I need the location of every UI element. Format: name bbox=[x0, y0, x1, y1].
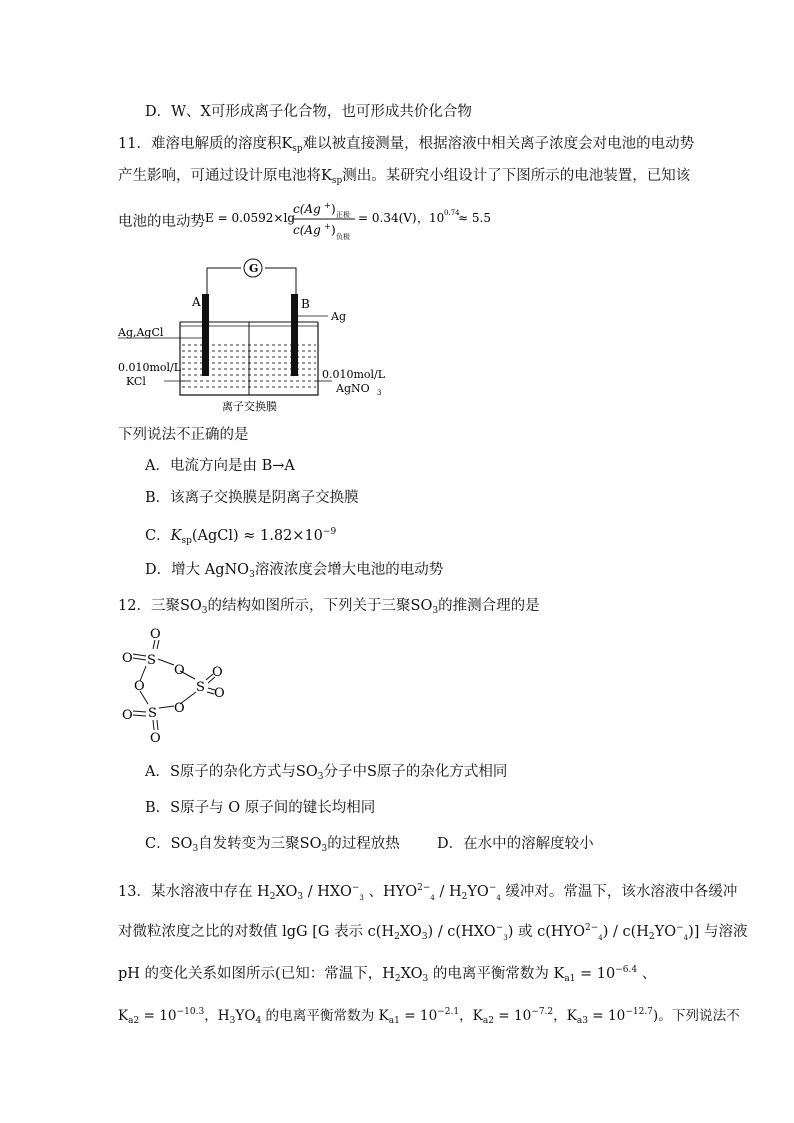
svg-text:): ) bbox=[331, 223, 336, 237]
q11-option-c[interactable]: C．$K_{sp}(AgCl) \approx 1.82\times 10^{-9}$ bbox=[145, 527, 337, 546]
atom-o-6: O bbox=[134, 679, 145, 694]
atom-s-2: S bbox=[196, 680, 205, 695]
membrane-label: 离子交换膜 bbox=[222, 400, 277, 413]
formula-den-sub: 负极 bbox=[336, 233, 350, 241]
formula-aux: ，10 bbox=[417, 211, 445, 225]
atom-o-9: O bbox=[150, 731, 161, 746]
atom-s-1: S bbox=[147, 653, 156, 668]
formula-num-sub: 正极 bbox=[336, 211, 350, 219]
q11-option-d[interactable]: D．增大 AgNO$_3$溶液浓度会增大电池的电动势 bbox=[145, 562, 444, 580]
q13-line1: 13．某水溶液中存在 $H_2XO_3 / HXO^-_3$ 、$HYO^{2-}_4 / H_2YO^-_4$ 缓冲对。常温下，该水溶液中各缓冲 bbox=[118, 883, 738, 902]
q11-option-a[interactable]: A．电流方向是由 B→A bbox=[145, 458, 295, 474]
q10-option-d: D．W、X可形成离子化合物，也可形成共价化合物 bbox=[145, 104, 472, 120]
q12-option-a[interactable]: A．S原子的杂化方式与$SO_3$分子中S原子的杂化方式相同 bbox=[145, 764, 508, 782]
atom-o-7: O bbox=[174, 701, 185, 716]
q11-stem-line1: 11．难溶电解质的溶度积$K_{sp}$难以被直接测量，根据溶液中相关离子浓度会对电池的电动势 bbox=[118, 136, 695, 154]
atom-o-2: O bbox=[150, 627, 161, 642]
formula-aux-rhs: ≈ 5.5 bbox=[458, 211, 491, 225]
atom-o-1: O bbox=[122, 651, 133, 666]
q12-option-b[interactable]: B．S原子与 O 原子间的键长均相同 bbox=[145, 800, 376, 816]
atom-s-3: S bbox=[148, 706, 157, 721]
right-conc-label: 0.010mol/L bbox=[322, 368, 386, 381]
formula-rhs: = 0.34(V) bbox=[358, 211, 417, 225]
q12-option-d[interactable]: D．在水中的溶解度较小 bbox=[437, 836, 594, 852]
q12-option-c[interactable]: C．$SO_3$自发转变为三聚$SO_3$的过程放热 bbox=[145, 836, 400, 854]
galvanometer-label: G bbox=[249, 262, 259, 275]
formula-lhs: E = 0.0592×lg bbox=[205, 211, 296, 225]
left-electrode-label: Ag,AgCl bbox=[118, 326, 164, 339]
formula-aux-sup: 0.74 bbox=[444, 209, 460, 217]
right-solution-label: AgNO bbox=[336, 382, 370, 395]
right-electrode-label: Ag bbox=[331, 310, 346, 323]
atom-o-3: O bbox=[174, 663, 185, 678]
wire-left bbox=[207, 268, 241, 302]
right-solution-sub: 3 bbox=[377, 389, 382, 397]
electrode-b bbox=[291, 294, 298, 376]
svg-text:): ) bbox=[331, 202, 336, 216]
so3-trimer-structure bbox=[112, 627, 242, 747]
left-solution-label: KCl bbox=[126, 375, 146, 388]
q11-stem-line2: 产生影响，可通过设计原电池将$K_{sp}$测出。某研究小组设计了下图所示的电池装置，已知该 bbox=[118, 168, 691, 186]
q11-question: 下列说法不正确的是 bbox=[118, 427, 249, 443]
wire-right bbox=[265, 268, 296, 294]
battery-diagram bbox=[118, 254, 386, 414]
atom-o-5: O bbox=[214, 686, 225, 701]
formula-den-plus: + bbox=[324, 222, 331, 231]
formula-num-plus: + bbox=[324, 201, 331, 210]
q13-line3: pH 的变化关系如图所示(已知：常温下，$H_2XO_3$ 的电离平衡常数为 $K_{a1} = 10^{-6.4}$ 、 bbox=[118, 965, 657, 984]
electrode-a-label: A bbox=[192, 295, 201, 309]
electrode-b-label: B bbox=[301, 297, 310, 311]
formula-numerator: c(Ag bbox=[293, 202, 321, 216]
q11-option-b[interactable]: B．该离子交换膜是阴离子交换膜 bbox=[145, 490, 359, 506]
q13-line4: $K_{a2} = 10^{-10.3}$，$H_3YO_4$ 的电离平衡常数为 $K_{a1} = 10^{-2.1}$，$K_{a2} = 10^{-7.2}$，$K_{a3} = 10^{-12.7}$)。下列说法不 bbox=[118, 1007, 740, 1026]
q11-stem-line3: 电池的电动势 bbox=[118, 214, 205, 230]
formula-denominator: c(Ag bbox=[293, 223, 321, 237]
q12-stem: 12．三聚$SO_3$的结构如图所示，下列关于三聚$SO_3$的推测合理的是 bbox=[118, 598, 540, 616]
q13-line2: 对微粒浓度之比的对数值 lgG [G 表示 $c(H_2XO_3) / c(HXO^-_3)$ 或 $c(HYO^{2-}_4) / c(H_2YO^-_4)$] 与溶液 bbox=[118, 923, 748, 942]
atom-o-8: O bbox=[122, 708, 133, 723]
q11-emf-formula bbox=[205, 196, 525, 248]
electrode-a bbox=[202, 294, 209, 376]
atom-o-4: O bbox=[212, 665, 223, 680]
left-conc-label: 0.010mol/L bbox=[118, 361, 182, 374]
